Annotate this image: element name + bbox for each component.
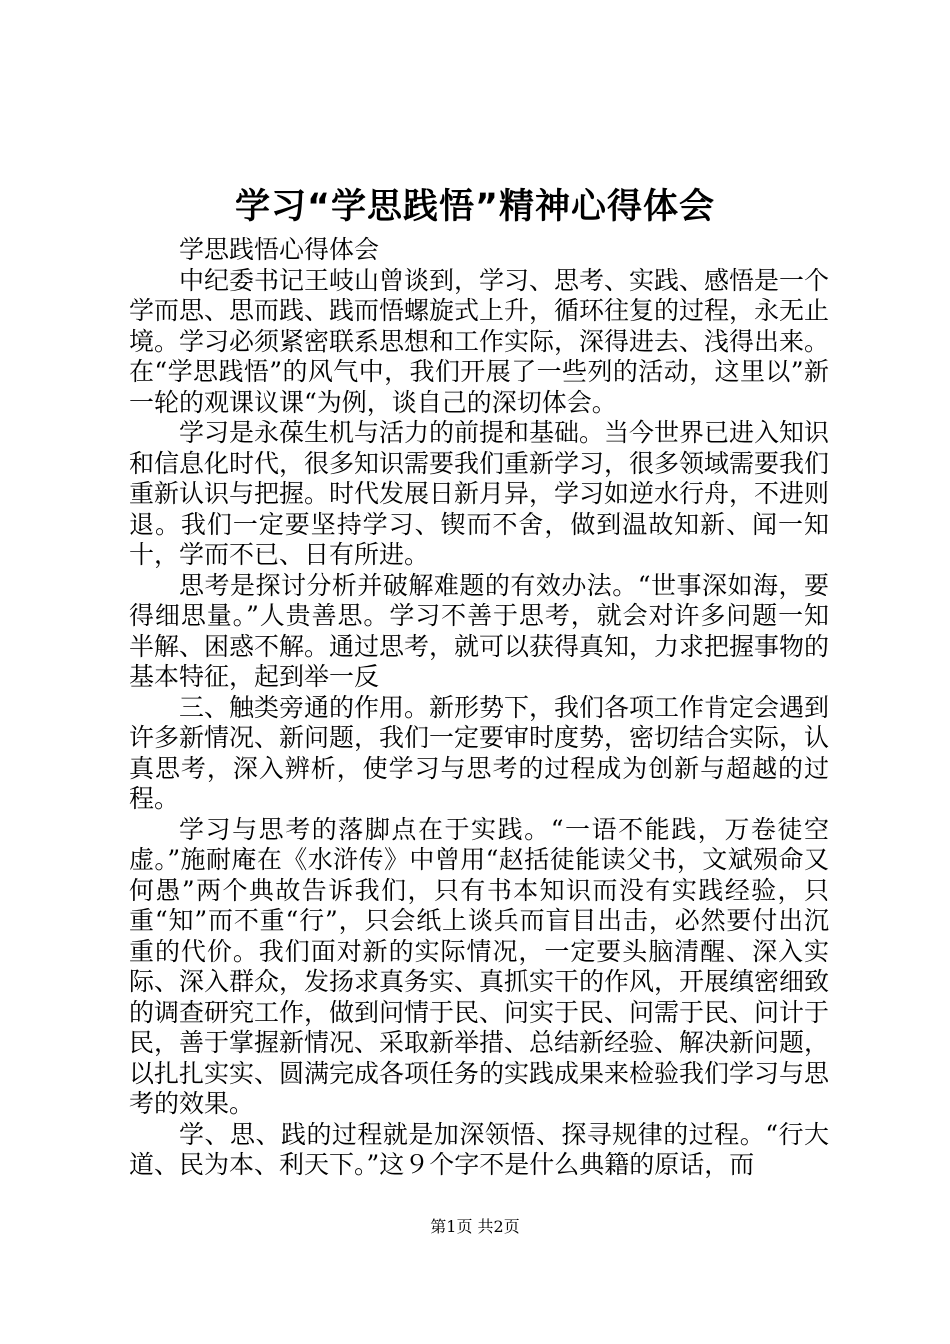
document-body xyxy=(129,235,829,1181)
paragraph-learning: 学习是永葆生机与活力的前提和基础。当今世界已进入知识和信息化时代，很多知识需要我们重新学习，很多领域需要我们重新认识与把握。时代发展日新月异，学习如逆水行舟，不进则退。我们一定要坚持学习、锲而不舍，做到温故知新、闻一知十，学而不已、日有所进。 xyxy=(129,418,830,569)
paragraph-analogy: 三、触类旁通的作用。新形势下，我们各项工作肯定会遇到许多新情况、新问题，我们一定要审时度势，密切结合实际，认真思考，深入辨析，使学习与思考的过程成为创新与超越的过程。 xyxy=(129,692,830,813)
paragraph-thinking: 思考是探讨分析并破解难题的有效办法。“世事深如海，要得细思量。”人贵善思。学习不善于思考，就会对许多问题一知半解、困惑不解。通过思考，就可以获得真知，力求把握事物的基本特征，起到举一反 xyxy=(129,570,830,691)
paragraph-practice: 学习与思考的落脚点在于实践。“一语不能践，万卷徒空虚。”施耐庵在《水浒传》中曾用“赵括徒能读父书，文斌殒命又何愚”两个典故告诉我们，只有书本知识而没有实践经验，只重“知”而不重“行”，只会纸上谈兵而盲目出击，必然要付出沉重的代价。我们面对新的实际情况，一定要头脑清醒、深入实际、深入群众，发扬求真务实、真抓实干的作风，开展缜密细致的调查研究工作，做到问情于民、问实于民、问需于民、问计于民，善于掌握新情况、采取新举措、总结新经验、解决新问题，以扎扎实实、圆满完成各项任务的实践成果来检验我们学习与思考的效果。 xyxy=(129,814,830,1118)
page-number-footer: 第1页 共2页 xyxy=(430,1217,520,1236)
document-title: 学习“学思践悟”精神心得体会 xyxy=(234,187,715,227)
paragraph-subtitle: 学思践悟心得体会 xyxy=(179,235,380,264)
paragraph-intro: 中纪委书记王岐山曾谈到，学习、思考、实践、感悟是一个学而思、思而践、践而悟螺旋式上升，循环往复的过程，永无止境。学习必须紧密联系思想和工作实际，深得进去、浅得出来。在“学思践悟”的风气中，我们开展了一些列的活动，这里以”新一轮的观课议课“为例，谈自己的深切体会。 xyxy=(129,265,830,417)
paragraph-comprehension: 学、思、践的过程就是加深领悟、探寻规律的过程。“行大道、民为本、利天下。”这９个字不是什么典籍的原话，而 xyxy=(129,1119,829,1179)
